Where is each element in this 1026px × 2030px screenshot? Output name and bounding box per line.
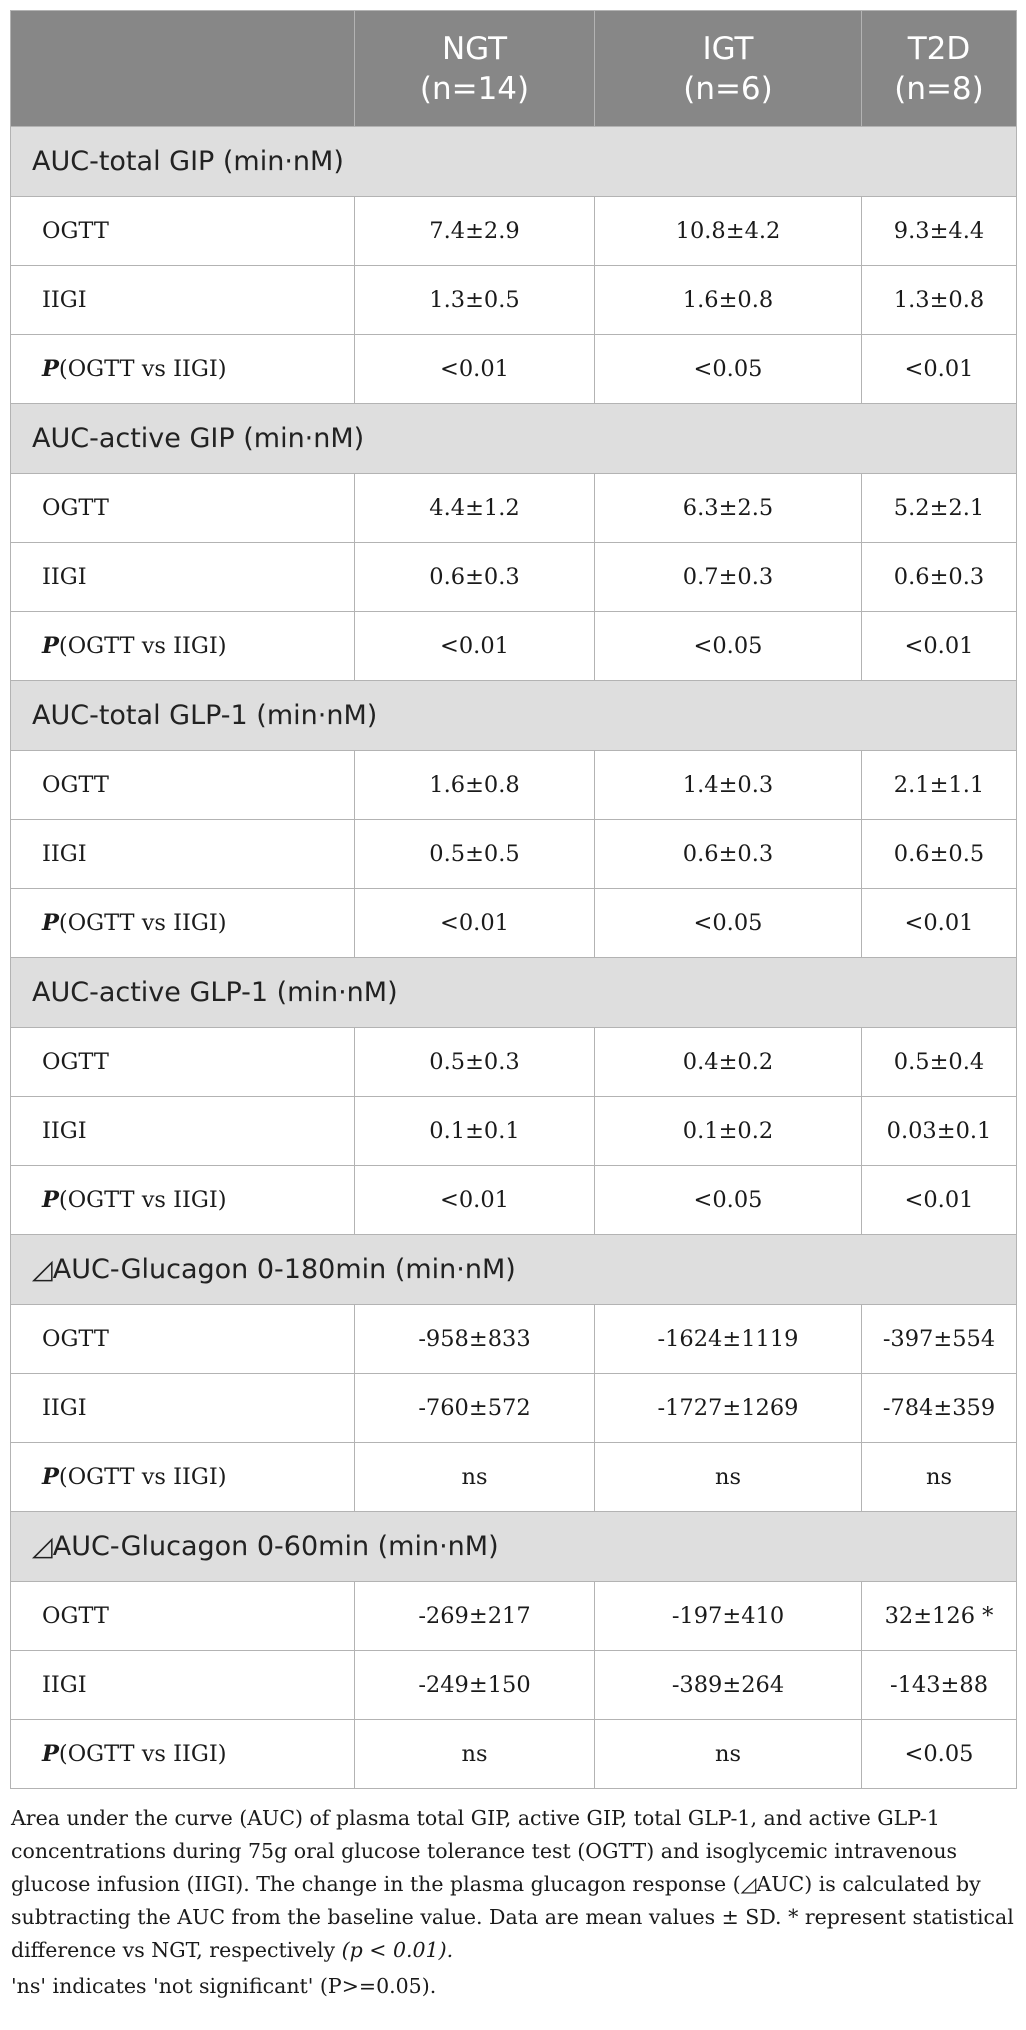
row-label <box>11 1028 355 1097</box>
row-label-text: OGTT <box>42 218 109 244</box>
p-symbol: P <box>42 910 59 936</box>
value-cell: -269±217 <box>355 1582 595 1651</box>
value-cell: 1.6±0.8 <box>355 751 595 820</box>
value-cell: 0.6±0.3 <box>862 543 1017 612</box>
table-row <box>11 820 1017 889</box>
value-cell: 0.5±0.5 <box>355 820 595 889</box>
row-label-text: OGTT <box>42 1326 109 1352</box>
row-label-text: (OGTT vs IIGI) <box>58 633 227 659</box>
row-label <box>11 1305 355 1374</box>
value-cell: <0.05 <box>862 1720 1017 1789</box>
row-label <box>11 889 355 958</box>
table-row <box>11 266 1017 335</box>
value-cell: ns <box>595 1720 862 1789</box>
header-group-n: (n=6) <box>683 70 773 107</box>
row-label <box>11 1582 355 1651</box>
value-cell: 10.8±4.2 <box>595 197 862 266</box>
table-row <box>11 474 1017 543</box>
value-cell: 7.4±2.9 <box>355 197 595 266</box>
value-cell: 1.3±0.5 <box>355 266 595 335</box>
value-cell: <0.01 <box>862 1166 1017 1235</box>
value-cell: <0.01 <box>862 335 1017 404</box>
value-cell: -784±359 <box>862 1374 1017 1443</box>
row-label <box>11 1720 355 1789</box>
value-cell: <0.05 <box>595 612 862 681</box>
row-label-text: IIGI <box>42 564 87 590</box>
table-row <box>11 335 1017 404</box>
value-cell: ns <box>355 1443 595 1512</box>
header-t2d <box>862 11 1017 127</box>
row-label <box>11 820 355 889</box>
value-cell: 0.6±0.5 <box>862 820 1017 889</box>
value-cell: -389±264 <box>595 1651 862 1720</box>
value-cell: 6.3±2.5 <box>595 474 862 543</box>
value-cell: 9.3±4.4 <box>862 197 1017 266</box>
row-label <box>11 1374 355 1443</box>
row-label <box>11 197 355 266</box>
value-cell: <0.01 <box>355 1166 595 1235</box>
value-cell: 0.03±0.1 <box>862 1097 1017 1166</box>
section-title: ◿AUC-Glucagon 0-180min (min·nM) <box>11 1235 1017 1305</box>
table-footnote <box>11 1802 1015 1967</box>
table-row <box>11 1651 1017 1720</box>
header-ngt <box>355 11 595 127</box>
value-cell: 1.4±0.3 <box>595 751 862 820</box>
p-symbol: P <box>42 1741 59 1767</box>
value-cell: ns <box>595 1443 862 1512</box>
section-row <box>11 404 1017 474</box>
section-title: AUC-total GIP (min·nM) <box>11 127 1017 197</box>
table-row <box>11 1720 1017 1789</box>
row-label-text: (OGTT vs IIGI) <box>58 1464 227 1490</box>
row-label-text: OGTT <box>42 1049 109 1075</box>
table-row <box>11 1097 1017 1166</box>
row-label-text: OGTT <box>42 1603 109 1629</box>
row-label-text: (OGTT vs IIGI) <box>58 356 227 382</box>
table-row <box>11 197 1017 266</box>
value-cell: 5.2±2.1 <box>862 474 1017 543</box>
header-group-n: (n=14) <box>419 70 530 107</box>
section-row <box>11 127 1017 197</box>
value-cell: <0.01 <box>355 889 595 958</box>
row-label-text: IIGI <box>42 841 87 867</box>
value-cell: -760±572 <box>355 1374 595 1443</box>
value-cell: 1.3±0.8 <box>862 266 1017 335</box>
header-group-name: IGT <box>702 30 754 67</box>
table-row <box>11 1374 1017 1443</box>
table-row <box>11 1443 1017 1512</box>
value-cell: -1727±1269 <box>595 1374 862 1443</box>
row-label-text: IIGI <box>42 1672 87 1698</box>
value-cell: 4.4±1.2 <box>355 474 595 543</box>
value-cell: ns <box>862 1443 1017 1512</box>
row-label <box>11 1097 355 1166</box>
row-label-text: OGTT <box>42 495 109 521</box>
value-cell: -197±410 <box>595 1582 862 1651</box>
value-cell: <0.01 <box>862 889 1017 958</box>
section-title: ◿AUC-Glucagon 0-60min (min·nM) <box>11 1512 1017 1582</box>
section-title: AUC-active GIP (min·nM) <box>11 404 1017 474</box>
footnote-text: Area under the curve (AUC) of plasma total GIP, active GIP, total GLP-1, and active GLP-1 concentrations during 75g oral glucose tolerance test (OGTT) and isoglycemic intravenous glucose infusion (IIGI). The change in the plasma glucagon response (◿AUC) is calculated by subtracting the AUC from the baseline value. Data are mean values ± SD. * represent statistical difference vs NGT, respectively <box>11 1806 1014 1962</box>
value-cell: -958±833 <box>355 1305 595 1374</box>
value-cell: <0.01 <box>862 612 1017 681</box>
table-row <box>11 1028 1017 1097</box>
p-symbol: P <box>42 1464 59 1490</box>
value-cell: 0.4±0.2 <box>595 1028 862 1097</box>
value-cell: 0.6±0.3 <box>355 543 595 612</box>
row-label-text: IIGI <box>42 1395 87 1421</box>
value-cell: -143±88 <box>862 1651 1017 1720</box>
table-row <box>11 543 1017 612</box>
value-cell: <0.01 <box>355 335 595 404</box>
data-table <box>10 10 1017 1789</box>
row-label-text: (OGTT vs IIGI) <box>58 1741 227 1767</box>
value-cell: 0.5±0.3 <box>355 1028 595 1097</box>
table-row <box>11 612 1017 681</box>
header-group-name: T2D <box>907 30 971 67</box>
row-label-text: OGTT <box>42 772 109 798</box>
row-label <box>11 1166 355 1235</box>
value-cell: -249±150 <box>355 1651 595 1720</box>
value-cell: 32±126 * <box>862 1582 1017 1651</box>
p-symbol: P <box>42 356 59 382</box>
table-row <box>11 751 1017 820</box>
p-symbol: P <box>42 633 59 659</box>
row-label-text: IIGI <box>42 287 87 313</box>
section-title: AUC-total GLP-1 (min·nM) <box>11 681 1017 751</box>
footnote-pvalue: (p < 0.01). <box>341 1938 454 1962</box>
row-label <box>11 543 355 612</box>
header-row <box>11 11 1017 127</box>
section-row <box>11 1512 1017 1582</box>
value-cell: 0.1±0.1 <box>355 1097 595 1166</box>
value-cell: <0.05 <box>595 889 862 958</box>
value-cell: 0.5±0.4 <box>862 1028 1017 1097</box>
value-cell: 0.6±0.3 <box>595 820 862 889</box>
header-group-n: (n=8) <box>894 70 984 107</box>
row-label <box>11 612 355 681</box>
value-cell: <0.01 <box>355 612 595 681</box>
row-label <box>11 751 355 820</box>
header-empty-cell <box>11 11 355 127</box>
section-title: AUC-active GLP-1 (min·nM) <box>11 958 1017 1028</box>
row-label-text: IIGI <box>42 1118 87 1144</box>
value-cell: -1624±1119 <box>595 1305 862 1374</box>
header-group-name: NGT <box>441 30 508 67</box>
value-cell: -397±554 <box>862 1305 1017 1374</box>
value-cell: 1.6±0.8 <box>595 266 862 335</box>
row-label <box>11 266 355 335</box>
row-label <box>11 1651 355 1720</box>
section-row <box>11 958 1017 1028</box>
section-row <box>11 1235 1017 1305</box>
table-body <box>11 127 1017 1789</box>
p-symbol: P <box>42 1187 59 1213</box>
table-row <box>11 889 1017 958</box>
value-cell: 2.1±1.1 <box>862 751 1017 820</box>
value-cell: <0.05 <box>595 335 862 404</box>
ns-footnote: 'ns' indicates 'not significant' (P>=0.05). <box>11 1974 437 1998</box>
value-cell: ns <box>355 1720 595 1789</box>
row-label-text: (OGTT vs IIGI) <box>58 1187 227 1213</box>
section-row <box>11 681 1017 751</box>
value-cell: 0.1±0.2 <box>595 1097 862 1166</box>
row-label <box>11 335 355 404</box>
row-label <box>11 1443 355 1512</box>
value-cell: <0.05 <box>595 1166 862 1235</box>
table-row <box>11 1166 1017 1235</box>
row-label-text: (OGTT vs IIGI) <box>58 910 227 936</box>
table-row <box>11 1582 1017 1651</box>
value-cell: 0.7±0.3 <box>595 543 862 612</box>
row-label <box>11 474 355 543</box>
table-row <box>11 1305 1017 1374</box>
header-igt <box>595 11 862 127</box>
